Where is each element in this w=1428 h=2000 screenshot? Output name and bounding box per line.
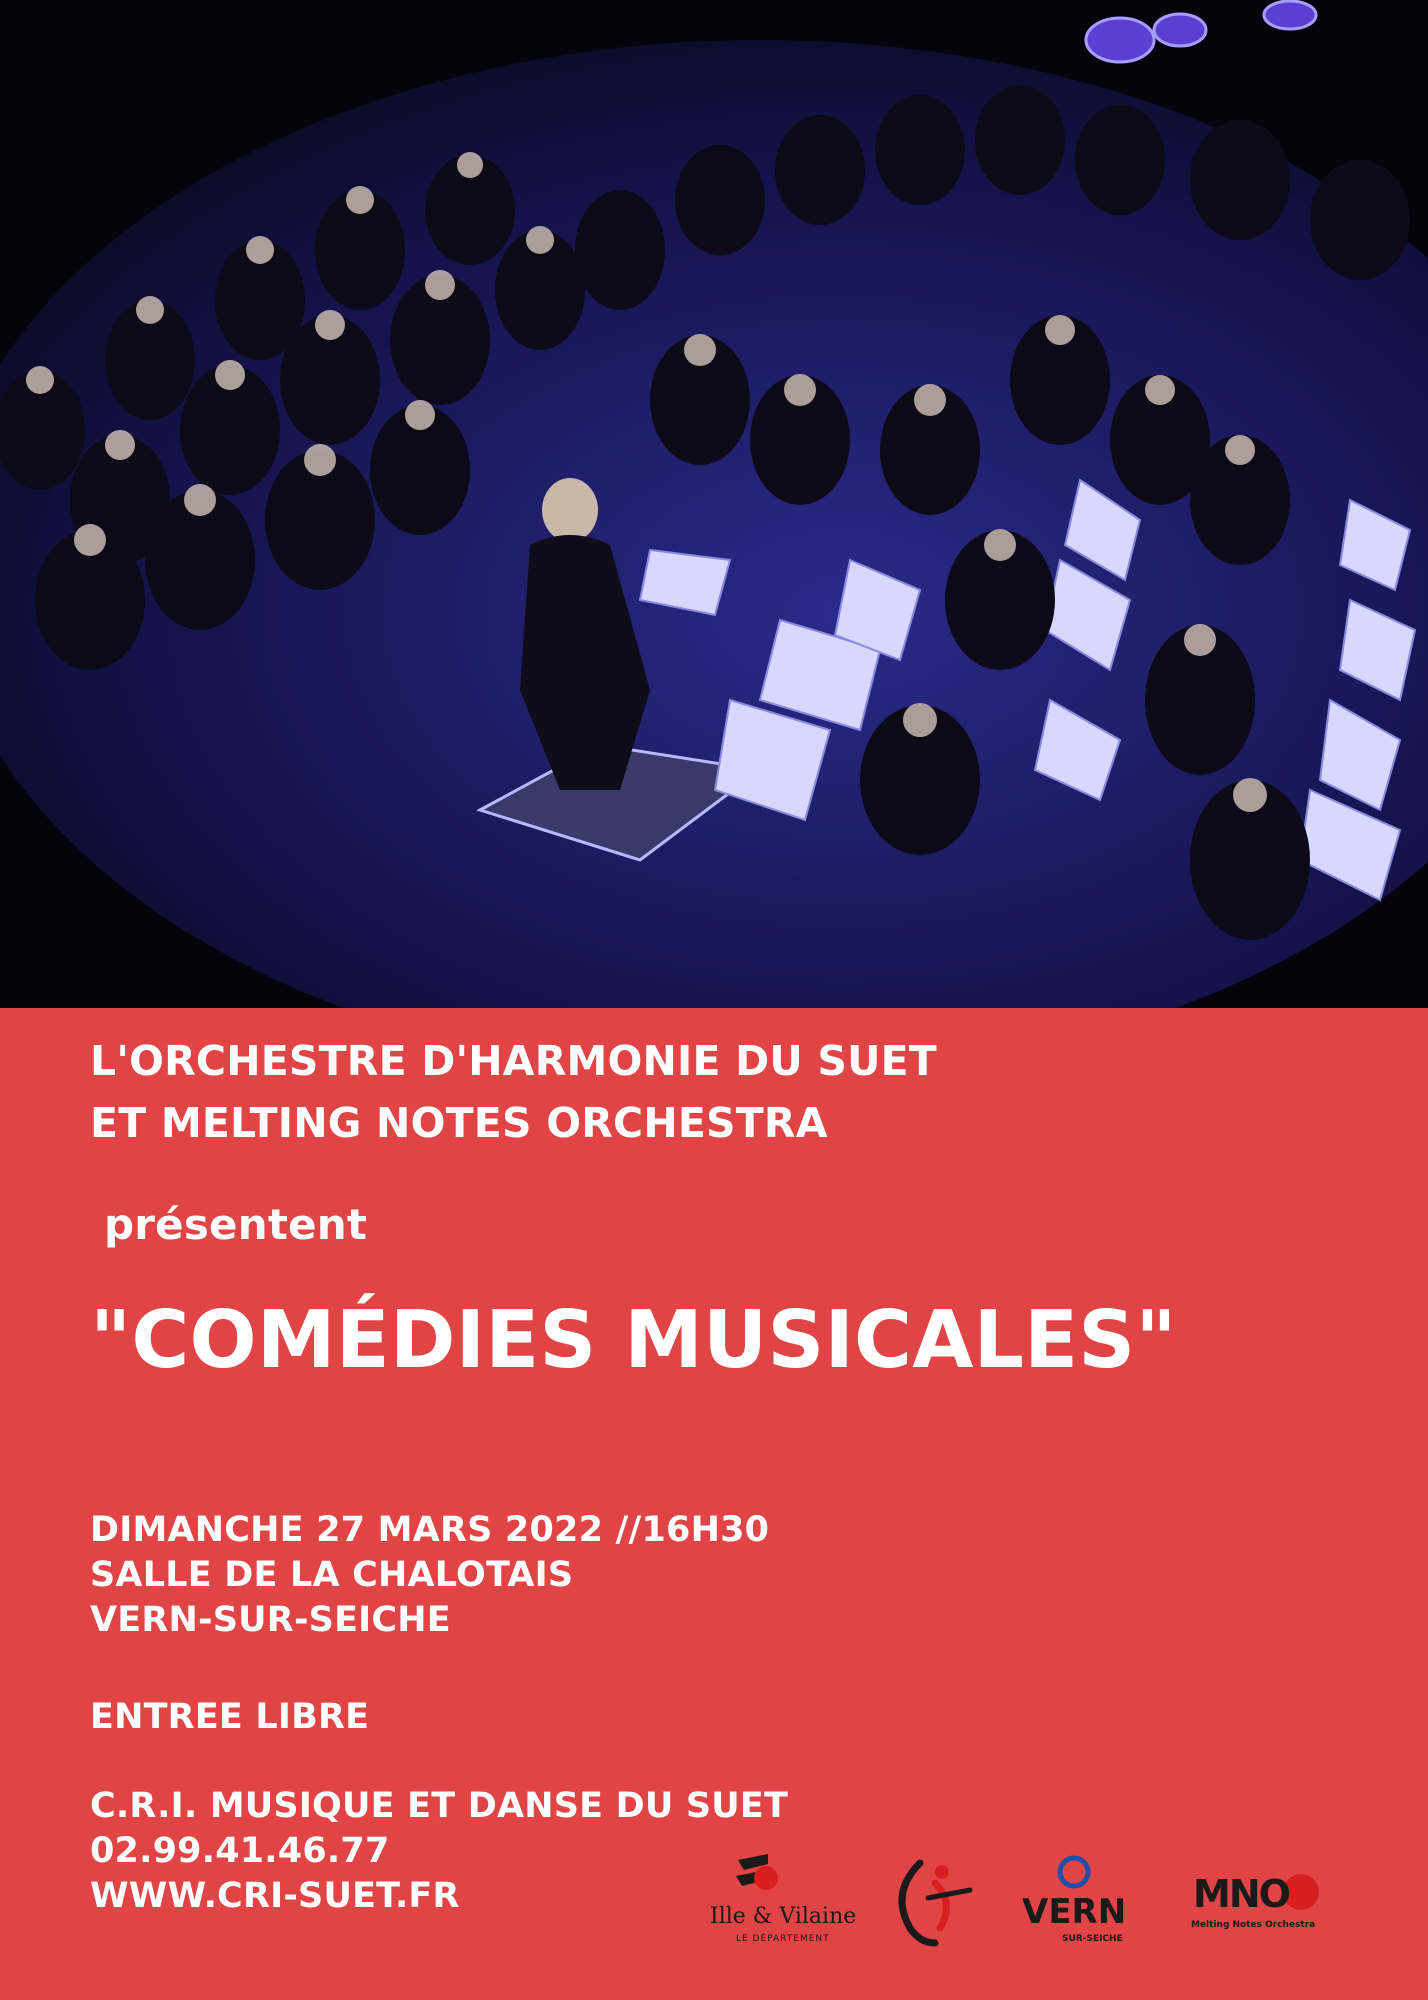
vern-name: VERN [1022,1892,1127,1932]
event-town: VERN-SUR-SEICHE [90,1600,451,1640]
event-details [90,1508,769,1643]
vern-sur-seiche-logo [1010,1848,1140,1958]
event-date-time: DIMANCHE 27 MARS 2022 //16H30 [90,1510,770,1550]
ille-et-vilaine-sub: LE DÉPARTEMENT [736,1934,830,1944]
contact-website[interactable]: WWW.CRI-SUET.FR [90,1876,460,1916]
vern-ring-icon [1010,1848,1140,1898]
melting-notes-logo [1185,1848,1335,1958]
organizer-line-2: ET MELTING NOTES ORCHESTRA [90,1099,828,1147]
cri-dancer-icon [880,1848,990,1958]
mno-name: MNO [1193,1872,1289,1916]
organizers-heading [90,1030,937,1154]
contact-phone: 02.99.41.46.77 [90,1831,390,1871]
vern-sub: SUR-SEICHE [1062,1934,1123,1944]
contact-org: C.R.I. MUSIQUE ET DANSE DU SUET [90,1786,789,1826]
ille-et-vilaine-name: Ille & Vilaine [710,1904,857,1929]
event-title: "COMÉDIES MUSICALES" [90,1294,1177,1386]
cri-suet-logo [880,1848,990,1958]
presents-label: présentent [104,1200,368,1249]
event-venue: SALLE DE LA CHALOTAIS [90,1555,574,1595]
mno-sub: Melting Notes Orchestra [1191,1920,1316,1930]
organizer-line-1: L'ORCHESTRE D'HARMONIE DU SUET [90,1037,937,1085]
entry-info: ENTREE LIBRE [90,1697,370,1737]
ille-et-vilaine-logo [700,1848,857,1958]
contact-info [90,1784,788,1919]
